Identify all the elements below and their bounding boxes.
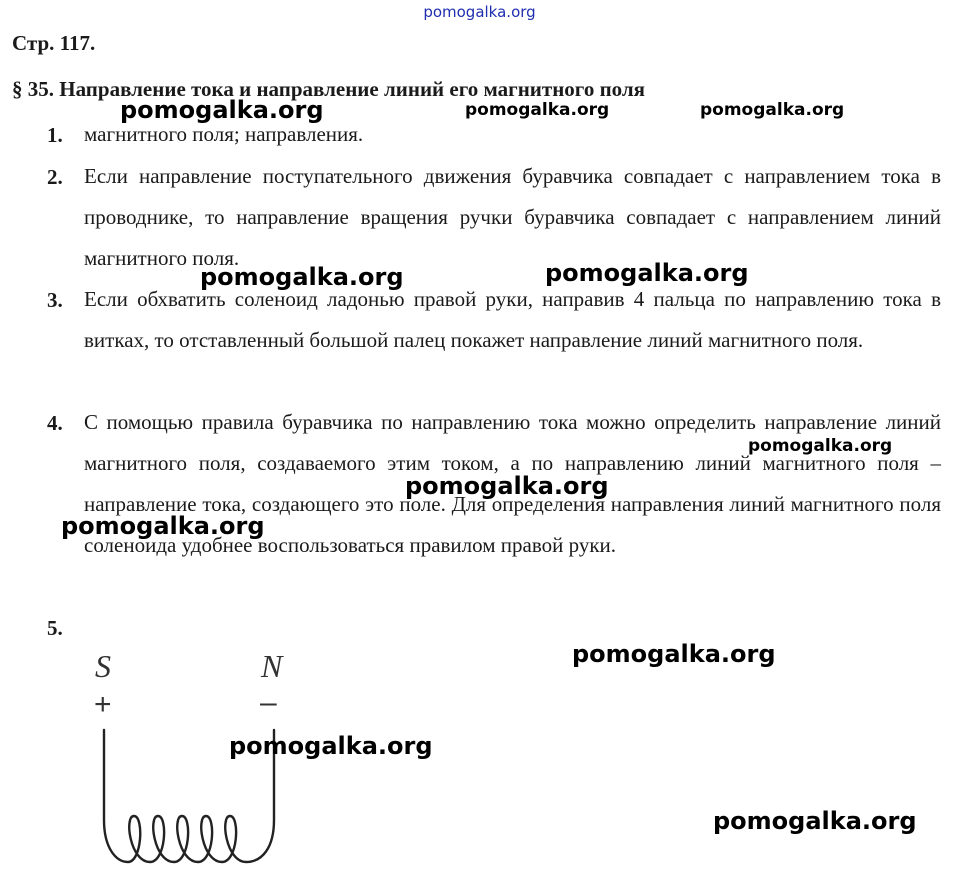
watermark: pomogalka.org [229,732,433,760]
answer-number-4: 4. [47,411,63,435]
watermark: pomogalka.org [545,259,749,287]
watermark: pomogalka.org [748,436,893,456]
answer-text-4: С помощью правила буравчика по направлению тока можно определить направление линий магнитного поля, создаваемого этим током, а по направлению линий магнитного поля – направление тока, создающего это поле. Для определения направления линий магнитного поля соленоида удобнее воспользоваться правилом правой руки. [84,410,941,557]
answer-number-5: 5. [47,616,63,640]
south-pole-label: S [95,648,111,684]
answer-number-1: 1. [47,123,63,147]
watermark: pomogalka.org [713,807,917,835]
answer-number-3: 3. [47,288,63,312]
answer-number-2: 2. [47,165,63,189]
answer-text-2: Если направление поступательного движения буравчика совпадает с направлением тока в проводнике, то направление вращения ручки буравчика совпадает с направлением линий магнитного поля. [84,164,941,270]
watermark: pomogalka.org [700,100,845,120]
page-reference: Стр. 117. [12,31,96,55]
site-header-link[interactable]: pomogalka.org [423,3,536,21]
section-title: § 35. Направление тока и направление линий его магнитного поля [12,77,646,101]
watermark: pomogalka.org [120,96,324,124]
watermark: pomogalka.org [61,512,265,540]
answer-text-3: Если обхватить соленоид ладонью правой руки, направив 4 пальца по направлению тока в витках, то отставленный большой палец покажет направление линий магнитного поля. [84,287,941,352]
minus-terminal-label: – [260,686,277,719]
watermark: pomogalka.org [572,640,776,668]
watermark: pomogalka.org [405,472,609,500]
watermark: pomogalka.org [465,100,610,120]
watermark: pomogalka.org [200,263,404,291]
answer-text-1: магнитного поля; направления. [84,122,364,146]
plus-terminal-label: + [94,688,112,721]
north-pole-label: N [261,648,283,684]
